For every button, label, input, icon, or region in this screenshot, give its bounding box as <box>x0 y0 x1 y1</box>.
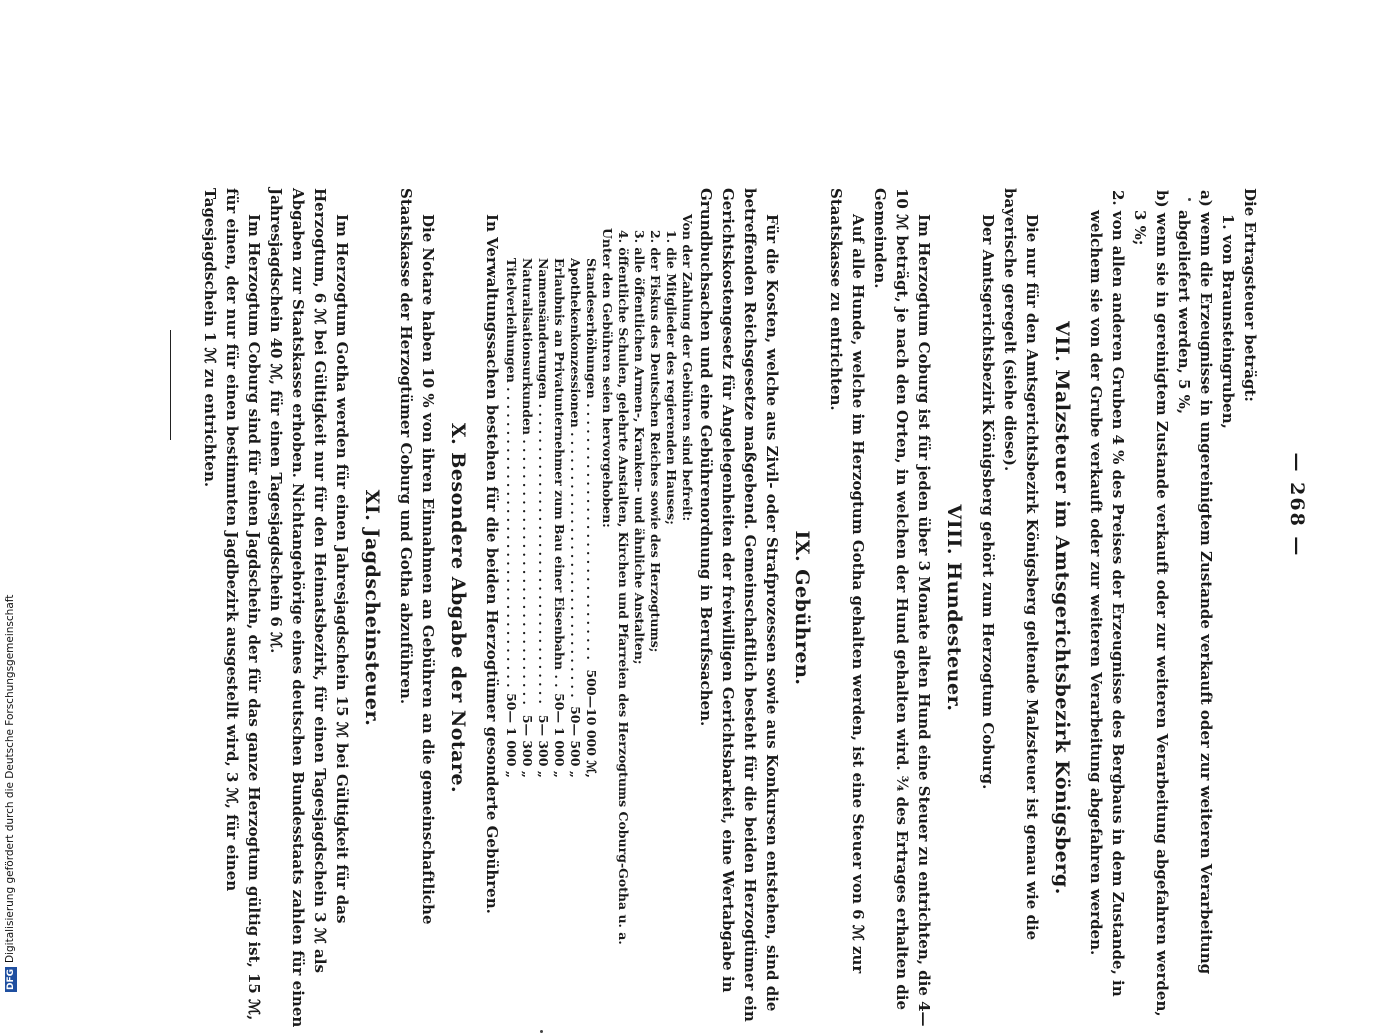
paragraph: Für die Kosten, welche aus Zivil- oder Strafprozessen sowie aus Konkursen entstehen, sind die betreffenden Reichsgesetze maßgebend. Gemeinschaftlich besteht für die beiden Herzogtümer ein Gerichtskostengesetz für Angelegenheiten der freiwilligen Gerichtsbarkeit, eine Wertabgabe in Grundbuchsachen und eine Gebührenordnung in Berufssachen. <box>697 188 781 1022</box>
fee-row <box>519 258 535 778</box>
fee-amount: 50— 1 000 „ <box>504 693 519 778</box>
fees-intro: Unter den Gebühren seien hervorgehoben: <box>600 228 615 528</box>
section-heading-x: X. Besondere Abgabe der Notare. <box>447 422 469 794</box>
paragraph: In Verwaltungssachen bestehen für die beiden Herzogtümer gesonderte Gebühren. <box>483 214 501 914</box>
page-body <box>199 188 1261 1028</box>
fee-label: Namensänderungen . . . <box>535 258 551 709</box>
list-item: 4. öffentliche Schulen, gelehrte Anstalten, Kirchen und Pfarreien des Herzogtums Coburg-Gotha u. a. <box>616 230 631 945</box>
paragraph: Im Herzogtum Gotha werden für einen Jahresjagdschein 15 ℳ bei Gültigkeit für das Herzogtum, 6 ℳ bei Gültigkeit nur für den Heimatsbezirk, für einen Tagesjagdschein 3 ℳ als Abgaben zur Staatskasse erhoben. Nichtangehörige eines deutschen Bundesstaats zahlen für einen Jahresjagdschein 40 ℳ, für einen Tagesjagdschein 6 ℳ. <box>267 188 351 1028</box>
intro-line: Die Ertragsteuer beträgt: <box>1241 188 1259 402</box>
list-item: 1. die Mitglieder des regierenden Hauses; <box>664 230 679 525</box>
paragraph: Die nur für den Amtsgerichtsbezirk Königsberg geltende Malzsteuer ist genau wie die bayerische geregelt (siehe diese). <box>1001 188 1041 941</box>
paragraph: Im Herzogtum Coburg sind für einen Jagdschein, der für das ganze Herzogtum gültig ist, 15 ℳ, für einen, der nur für einen bestimmten Jagdbezirk ausgestellt wird, 3 ℳ, für einen Tagesjagdschein 1 ℳ zu entrichten. <box>201 188 263 1021</box>
fee-amount: 5— 300 „ <box>520 714 535 778</box>
fee-row <box>583 258 599 778</box>
section-heading-xi: XI. Jagdscheinsteuer. <box>361 489 383 727</box>
fee-amount: 5— 300 „ <box>536 714 551 778</box>
paragraph: Von der Zahlung der Gebühren sind befreit: <box>680 214 695 522</box>
paragraph: Im Herzogtum Coburg ist für jeden über 3 Monate alten Hund eine Steuer zu entrichten, die 4—10 ℳ beträgt, je nach den Orten, in welchen der Hund gehalten wird. ¾ des Ertrages erhalten die Gemeinden. <box>871 188 933 1027</box>
paragraph: Auf alle Hunde, welche im Herzogtum Gotha gehalten werden, ist eine Steuer von 6 ℳ zur Staatskasse zu entrichten. <box>827 188 867 974</box>
section-heading-vii: VII. Malzsteuer im Amtsgerichtsbezirk Königsberg. <box>1051 321 1073 895</box>
page-number: — 268 — <box>1286 452 1308 558</box>
paragraph: Der Amtsgerichtsbezirk Königsberg gehört zum Herzogtum Coburg. <box>979 214 997 790</box>
end-rule <box>170 330 171 440</box>
fee-amount: 50— 1 000 „ <box>552 693 567 778</box>
fee-row <box>551 258 567 778</box>
list-item-1b: b) wenn sie in gereinigtem Zustande verkauft oder zur weiteren Verarbeitung abgefahren werden, 3 %; <box>1131 190 1171 1017</box>
fee-row <box>503 258 519 778</box>
digitization-credit <box>3 594 19 992</box>
fee-amount: 500—10 000 ℳ, <box>584 669 599 778</box>
section-heading-viii: VIII. Hundesteuer. <box>943 504 965 712</box>
fee-table <box>503 258 599 778</box>
list-item: 2. der Fiskus des Deutschen Reiches sowie des Herzogtums; <box>648 230 663 653</box>
dfg-logo: DFG <box>6 968 16 990</box>
fee-amount: 50— 500 „ <box>568 706 583 778</box>
fee-label: Standeserhöhungen . . . <box>583 258 599 663</box>
list-item-1a: a) wenn die Erzeugnisse in ungereinigtem Zustande verkauft oder zur weiteren Verarbeitung abgeliefert werden, 5 %, <box>1175 190 1215 975</box>
fee-label: Apothekenkonzessionen . . . <box>567 258 583 700</box>
list-item-2: 2. von allen anderen Gruben 4 % des Preises der Erzeugnisse des Bergbaus in dem Zustande, in welchem sie von der Grube verkauft oder zur weiteren Verarbeitung abgefahren werden. <box>1087 190 1127 997</box>
fee-row <box>535 258 551 778</box>
fee-label: Naturalisationsurkunden . . . <box>519 258 535 709</box>
exemption-list <box>615 188 679 1028</box>
paragraph: Die Notare haben 10 % von ihren Einnahmen an Gebühren an die gemeinschaftliche Staatskasse der Herzogtümer Coburg und Gotha abzuführen. <box>397 188 437 925</box>
fee-label: Titelverleihungen . . . <box>503 258 519 687</box>
fee-label: Erlaubnis an Privatunternehmer zum Bau einer Eisenbahn . . . <box>551 258 567 687</box>
fee-row <box>567 258 583 778</box>
section-heading-ix: IX. Gebühren. <box>791 530 813 686</box>
scan-speck <box>1188 198 1191 201</box>
list-item-1: 1. von Braunsteingruben, <box>1219 214 1237 429</box>
credit-text: Digitalisierung gefördert durch die Deutsche Forschungsgemeinschaft <box>4 594 16 963</box>
list-item: 3. alle öffentlichen Armen-, Kranken- und ähnliche Anstalten; <box>632 230 647 665</box>
